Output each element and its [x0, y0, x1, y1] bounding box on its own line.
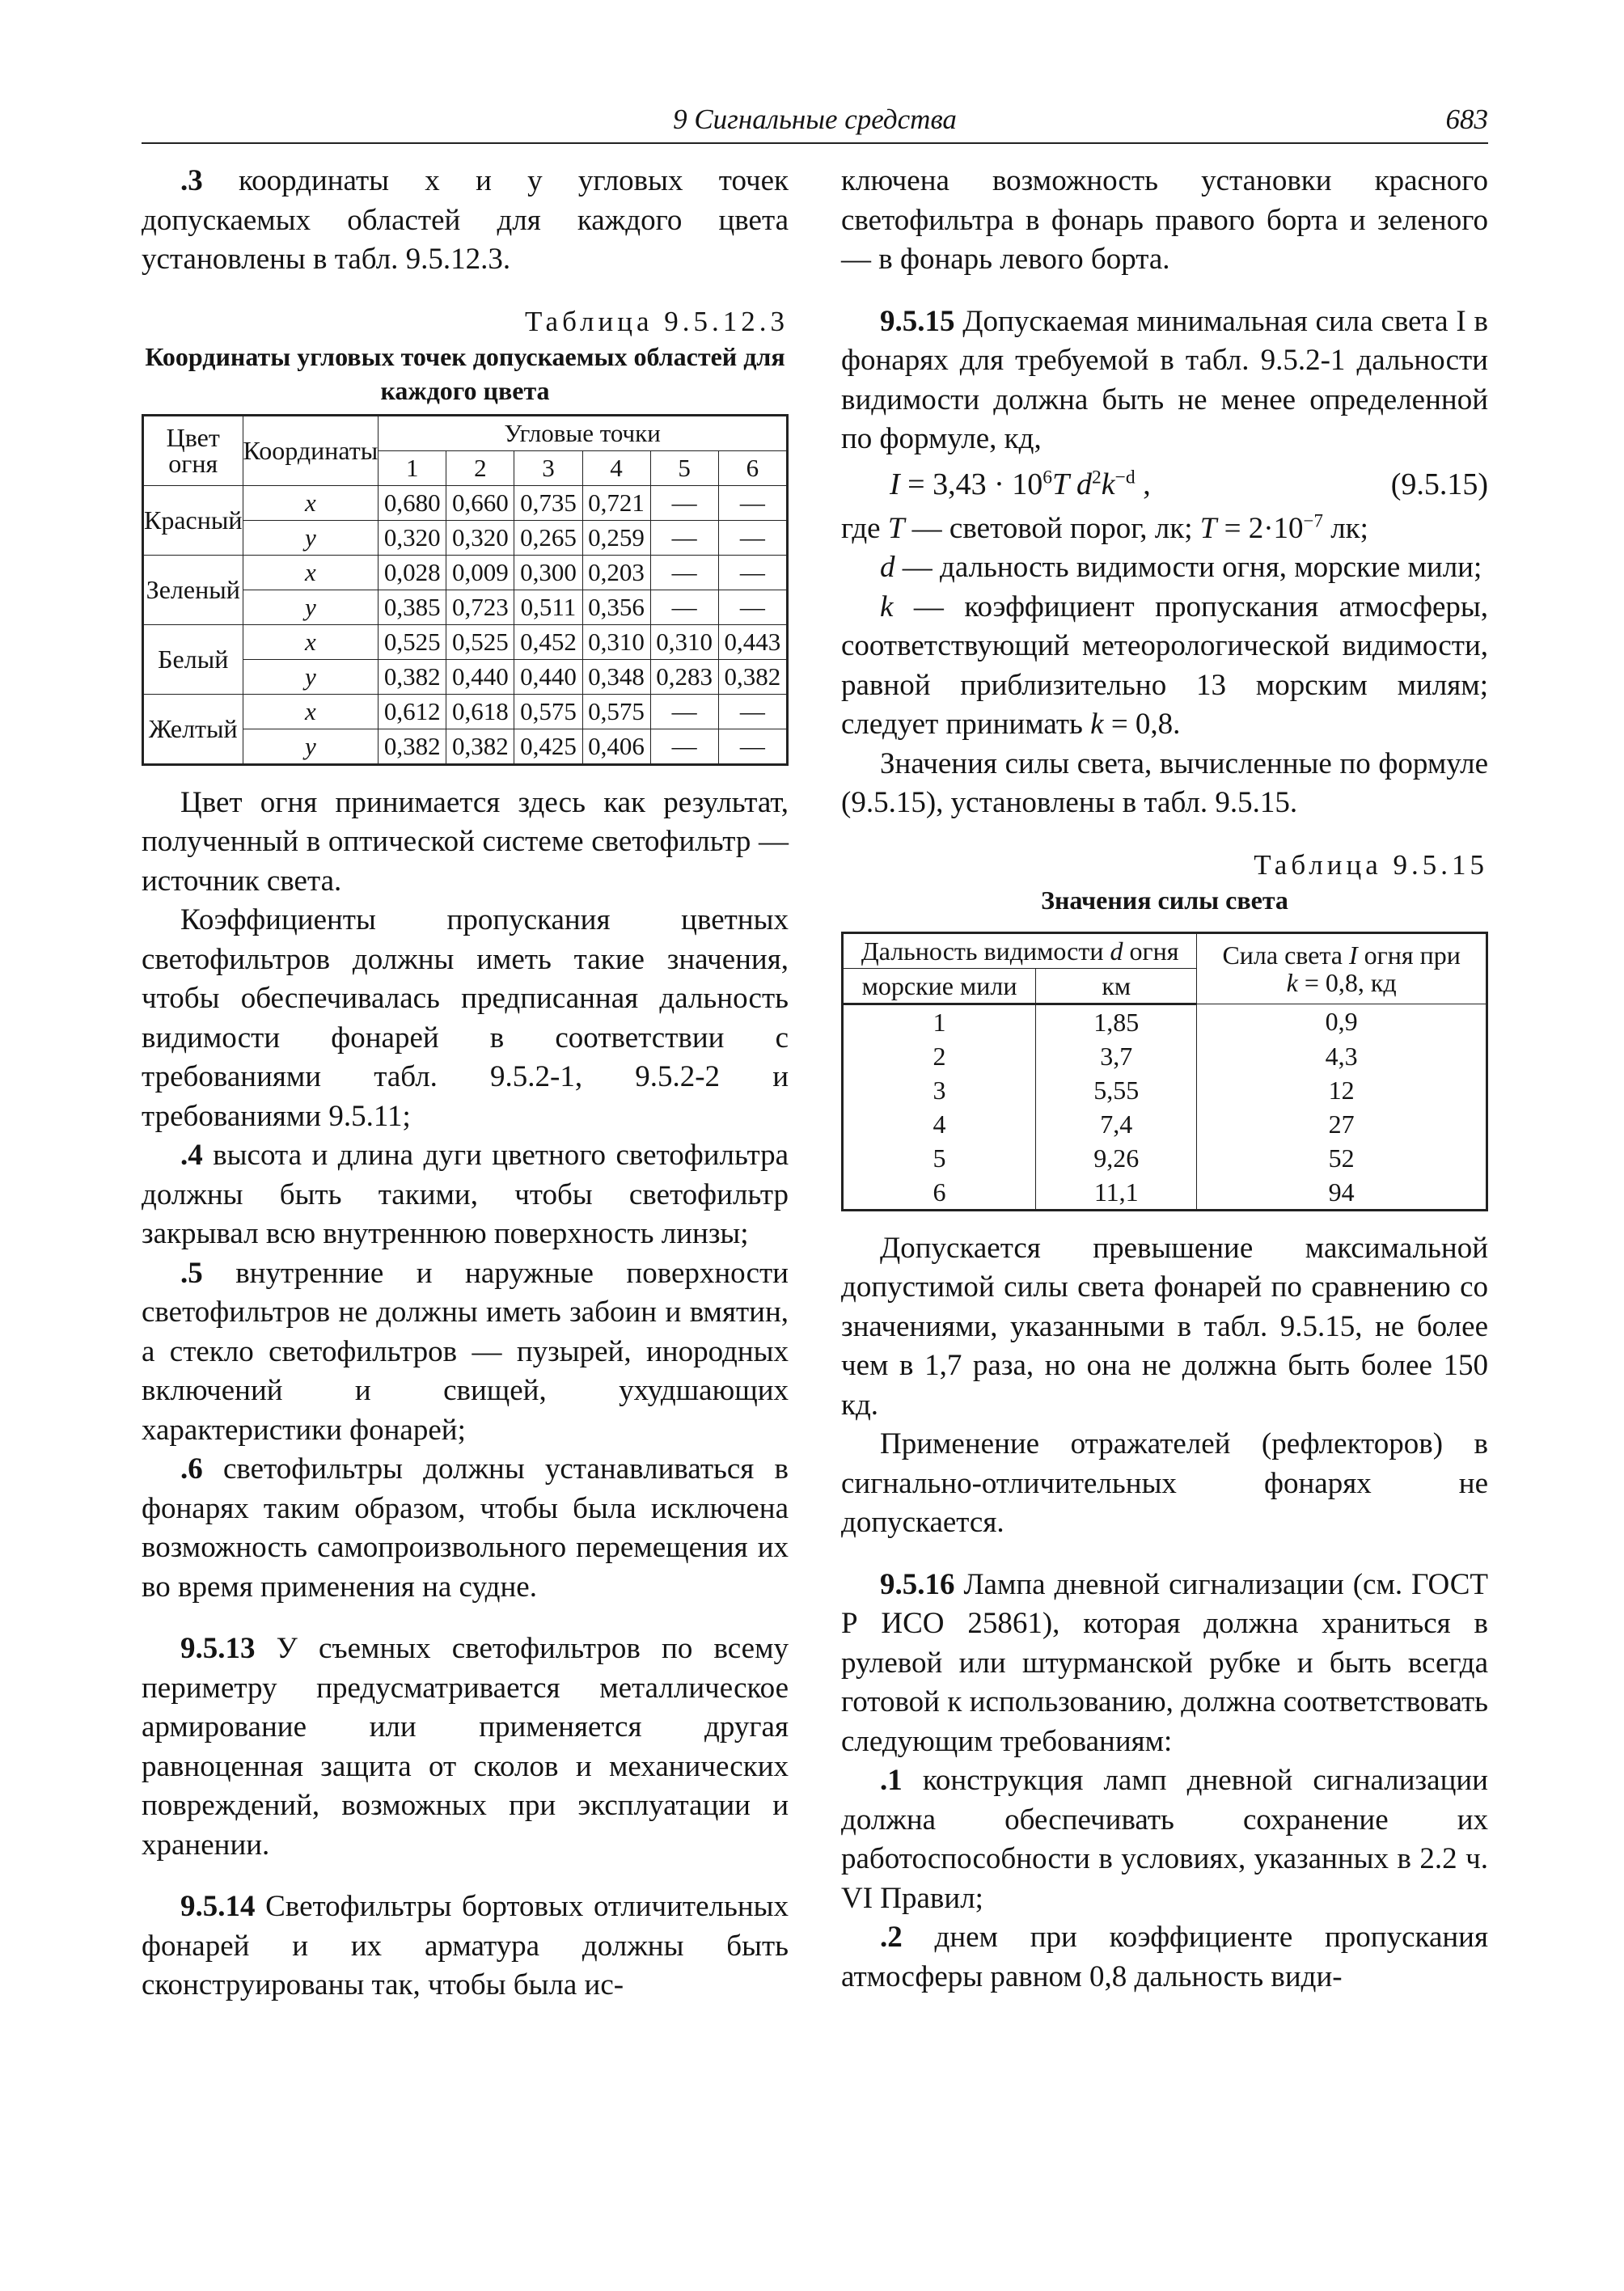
table-row	[843, 1073, 1487, 1107]
value-cell: —	[650, 729, 718, 764]
table-row	[843, 1175, 1487, 1211]
header-points: Угловые точки	[379, 415, 788, 450]
paragraph: Цвет огня принимается здесь как результат, полученный в оптической системе светофильтр — источник света.	[142, 785, 789, 898]
formula-number: (9.5.15)	[1390, 467, 1488, 501]
km-cell: 9,26	[1036, 1141, 1197, 1175]
value-cell: 0,721	[582, 485, 650, 520]
table-caption: Таблица 9.5.12.3	[525, 305, 789, 337]
value-cell: 0,525	[446, 624, 514, 659]
intensity-table	[841, 932, 1488, 1211]
nm-cell: 2	[843, 1039, 1036, 1073]
paragraph-9-5-16: 9.5.16 Лампа дневной сигнализации (см. ГОСТ Р ИСО 25861), которая должна храниться в рулевой или штурманской рубке и быть всегда готовой к использованию, должна соответствовать следующим требованиям:	[841, 1567, 1488, 1758]
paragraph-9-5-15: 9.5.15 Допускаемая минимальная сила света I в фонарях для требуемой в табл. 9.5.2-1 дальности видимости должна быть не менее определенной по формуле, кд,	[841, 304, 1488, 455]
value-cell: —	[650, 520, 718, 555]
coord-cell: x	[243, 694, 379, 729]
header-point-3: 3	[514, 450, 582, 485]
header-km: км	[1036, 968, 1197, 1004]
color-cell: Белый	[143, 624, 243, 694]
table-title: Значения силы света	[1041, 885, 1288, 915]
km-cell: 7,4	[1036, 1107, 1197, 1141]
header-coord: Координаты	[243, 415, 379, 485]
cd-cell: 4,3	[1197, 1039, 1487, 1073]
paragraph-9-5-13: 9.5.13 У съемных светофильтров по всему периметру предусматривается металлическое армирование или применяется другая равноценная защита от сколов и механических повреждений, возможных при эксплуатации и хранении.	[142, 1632, 789, 1862]
km-cell: 3,7	[1036, 1039, 1197, 1073]
value-cell: 0,028	[379, 555, 446, 590]
paragraph-item-4: .4 высота и длина дуги цветного светофильтра должны быть такими, чтобы светофильтр закрывал всю внутреннюю поверхность линзы;	[142, 1139, 789, 1250]
value-cell: —	[718, 555, 787, 590]
chapter-title: 9 Сигнальные средства	[673, 104, 957, 135]
nm-cell: 1	[843, 1004, 1036, 1039]
value-cell: 0,348	[582, 659, 650, 694]
paragraph: Значения силы света, вычисленные по формуле (9.5.15), установлены в табл. 9.5.15.	[841, 746, 1488, 819]
value-cell: 0,425	[514, 729, 582, 764]
nm-cell: 3	[843, 1073, 1036, 1107]
value-cell: 0,525	[379, 624, 446, 659]
value-cell: —	[718, 590, 787, 624]
coord-cell: x	[243, 485, 379, 520]
value-cell: 0,310	[650, 624, 718, 659]
table-row	[843, 1004, 1487, 1039]
table-title: Координаты угловых точек допускаемых областей для каждого цвета	[145, 341, 785, 405]
value-cell: 0,382	[379, 659, 446, 694]
table-row	[843, 1141, 1487, 1175]
value-cell: 0,320	[446, 520, 514, 555]
right-column	[841, 162, 1488, 1997]
header-distance: Дальность видимости d огня	[843, 932, 1197, 968]
value-cell: —	[718, 485, 787, 520]
left-column	[142, 162, 789, 2006]
value-cell: 0,618	[446, 694, 514, 729]
header-nautical-miles: морские мили	[843, 968, 1036, 1004]
nm-cell: 6	[843, 1175, 1036, 1211]
page-number: 683	[1445, 104, 1488, 135]
value-cell: 0,440	[446, 659, 514, 694]
value-cell: 0,382	[718, 659, 787, 694]
value-cell: 0,310	[582, 624, 650, 659]
value-cell: 0,735	[514, 485, 582, 520]
value-cell: 0,320	[379, 520, 446, 555]
coord-cell: x	[243, 624, 379, 659]
nm-cell: 4	[843, 1107, 1036, 1141]
paragraph-item-3: .3 координаты x и y угловых точек допускаемых областей для каждого цвета установлены в табл. 9.5.12.3.	[142, 164, 789, 276]
km-cell: 1,85	[1036, 1004, 1197, 1039]
cd-cell: 52	[1197, 1141, 1487, 1175]
value-cell: 0,680	[379, 485, 446, 520]
value-cell: —	[650, 485, 718, 520]
value-cell: 0,452	[514, 624, 582, 659]
value-cell: —	[718, 729, 787, 764]
header-point-6: 6	[718, 450, 787, 485]
coord-cell: y	[243, 729, 379, 764]
km-cell: 11,1	[1036, 1175, 1197, 1211]
coordinates-table	[142, 414, 789, 766]
color-cell: Желтый	[143, 694, 243, 764]
definition-T: где T — световой порог, лк; $T = 2\cdot 10^{-7}$ лк;	[841, 510, 1368, 545]
cd-cell: 94	[1197, 1175, 1487, 1211]
color-cell: Красный	[143, 485, 243, 555]
value-cell: 0,356	[582, 590, 650, 624]
paragraph: Применение отражателей (рефлекторов) в сигнально-отличительных фонарях не допускается.	[841, 1427, 1488, 1539]
header-point-1: 1	[379, 450, 446, 485]
paragraph: ключена возможность установки красного светофильтра в фонарь правого борта и зеленого — в фонарь левого борта.	[841, 164, 1488, 276]
table-row	[143, 555, 788, 590]
value-cell: 0,300	[514, 555, 582, 590]
value-cell: 0,660	[446, 485, 514, 520]
paragraph: Допускается превышение максимальной допустимой силы света фонарей по сравнению со значениями, указанными в табл. 9.5.15, не более чем в 1,7 раза, но она не должна быть более 150 кд.	[841, 1231, 1488, 1422]
value-cell: 0,382	[379, 729, 446, 764]
value-cell: 0,382	[446, 729, 514, 764]
coord-cell: y	[243, 590, 379, 624]
formula: $I = 3,43 \cdot 10^6T$ $d^2k^{-d}$ , (9.5.15)	[841, 459, 1488, 509]
table-row	[843, 1039, 1487, 1073]
table-row	[143, 624, 788, 659]
value-cell: 0,511	[514, 590, 582, 624]
cd-cell: 27	[1197, 1107, 1487, 1141]
value-cell: 0,406	[582, 729, 650, 764]
nm-cell: 5	[843, 1141, 1036, 1175]
value-cell: 0,443	[718, 624, 787, 659]
coord-cell: x	[243, 555, 379, 590]
table-row	[843, 1107, 1487, 1141]
value-cell: —	[650, 590, 718, 624]
value-cell: —	[650, 694, 718, 729]
definition-k: k — коэффициент пропускания атмосферы, соответствующий метеорологической видимости, равной приблизительно 13 морским милям; следует принимать k = 0,8.	[841, 590, 1488, 741]
table-row	[143, 694, 788, 729]
header-point-2: 2	[446, 450, 514, 485]
km-cell: 5,55	[1036, 1073, 1197, 1107]
value-cell: —	[650, 555, 718, 590]
cd-cell: 12	[1197, 1073, 1487, 1107]
value-cell: 0,259	[582, 520, 650, 555]
coord-cell: y	[243, 659, 379, 694]
color-cell: Зеленый	[143, 555, 243, 624]
paragraph-item-2: .2 днем при коэффициенте пропускания атмосферы равном 0,8 дальность види-	[841, 1921, 1488, 1993]
value-cell: 0,440	[514, 659, 582, 694]
value-cell: 0,723	[446, 590, 514, 624]
paragraph-item-1: .1 конструкция ламп дневной сигнализации должна обеспечивать сохранение их работоспособности в условиях, указанных в 2.2 ч. VI Правил;	[841, 1764, 1488, 1915]
value-cell: 0,575	[514, 694, 582, 729]
value-cell: 0,283	[650, 659, 718, 694]
paragraph-item-6: .6 светофильтры должны устанавливаться в фонарях таким образом, чтобы была исключена возможность самопроизвольного перемещения их во время применения на судне.	[142, 1452, 789, 1604]
value-cell: 0,009	[446, 555, 514, 590]
value-cell: 0,612	[379, 694, 446, 729]
header-color: Цвет огня	[143, 415, 243, 485]
table-caption: Таблица 9.5.15	[1254, 848, 1488, 881]
value-cell: —	[718, 520, 787, 555]
header-intensity: Сила света I огня при k = 0,8, кд	[1197, 932, 1487, 1004]
paragraph-9-5-14: 9.5.14 Светофильтры бортовых отличительных фонарей и их арматура должны быть сконструированы так, чтобы была ис-	[142, 1890, 789, 2001]
coord-cell: y	[243, 520, 379, 555]
value-cell: —	[718, 694, 787, 729]
cd-cell: 0,9	[1197, 1004, 1487, 1039]
definition-d: d — дальность видимости огня, морские мили;	[880, 551, 1482, 584]
header-point-5: 5	[650, 450, 718, 485]
table-row	[143, 485, 788, 520]
value-cell: 0,575	[582, 694, 650, 729]
paragraph: Коэффициенты пропускания цветных светофильтров должны иметь такие значения, чтобы обеспечивалась предписанная дальность видимости фонарей в соответствии с требованиями табл. 9.5.2-1, 9.5.2-2 и требованиями 9.5.11;	[142, 903, 789, 1133]
paragraph-item-5: .5 внутренние и наружные поверхности светофильтров не должны иметь забоин и вмятин, а стекло светофильтров — пузырей, инородных включений и свищей, ухудшающих характеристики фонарей;	[142, 1256, 789, 1447]
header-point-4: 4	[582, 450, 650, 485]
value-cell: 0,203	[582, 555, 650, 590]
running-header	[142, 104, 1488, 144]
value-cell: 0,385	[379, 590, 446, 624]
value-cell: 0,265	[514, 520, 582, 555]
